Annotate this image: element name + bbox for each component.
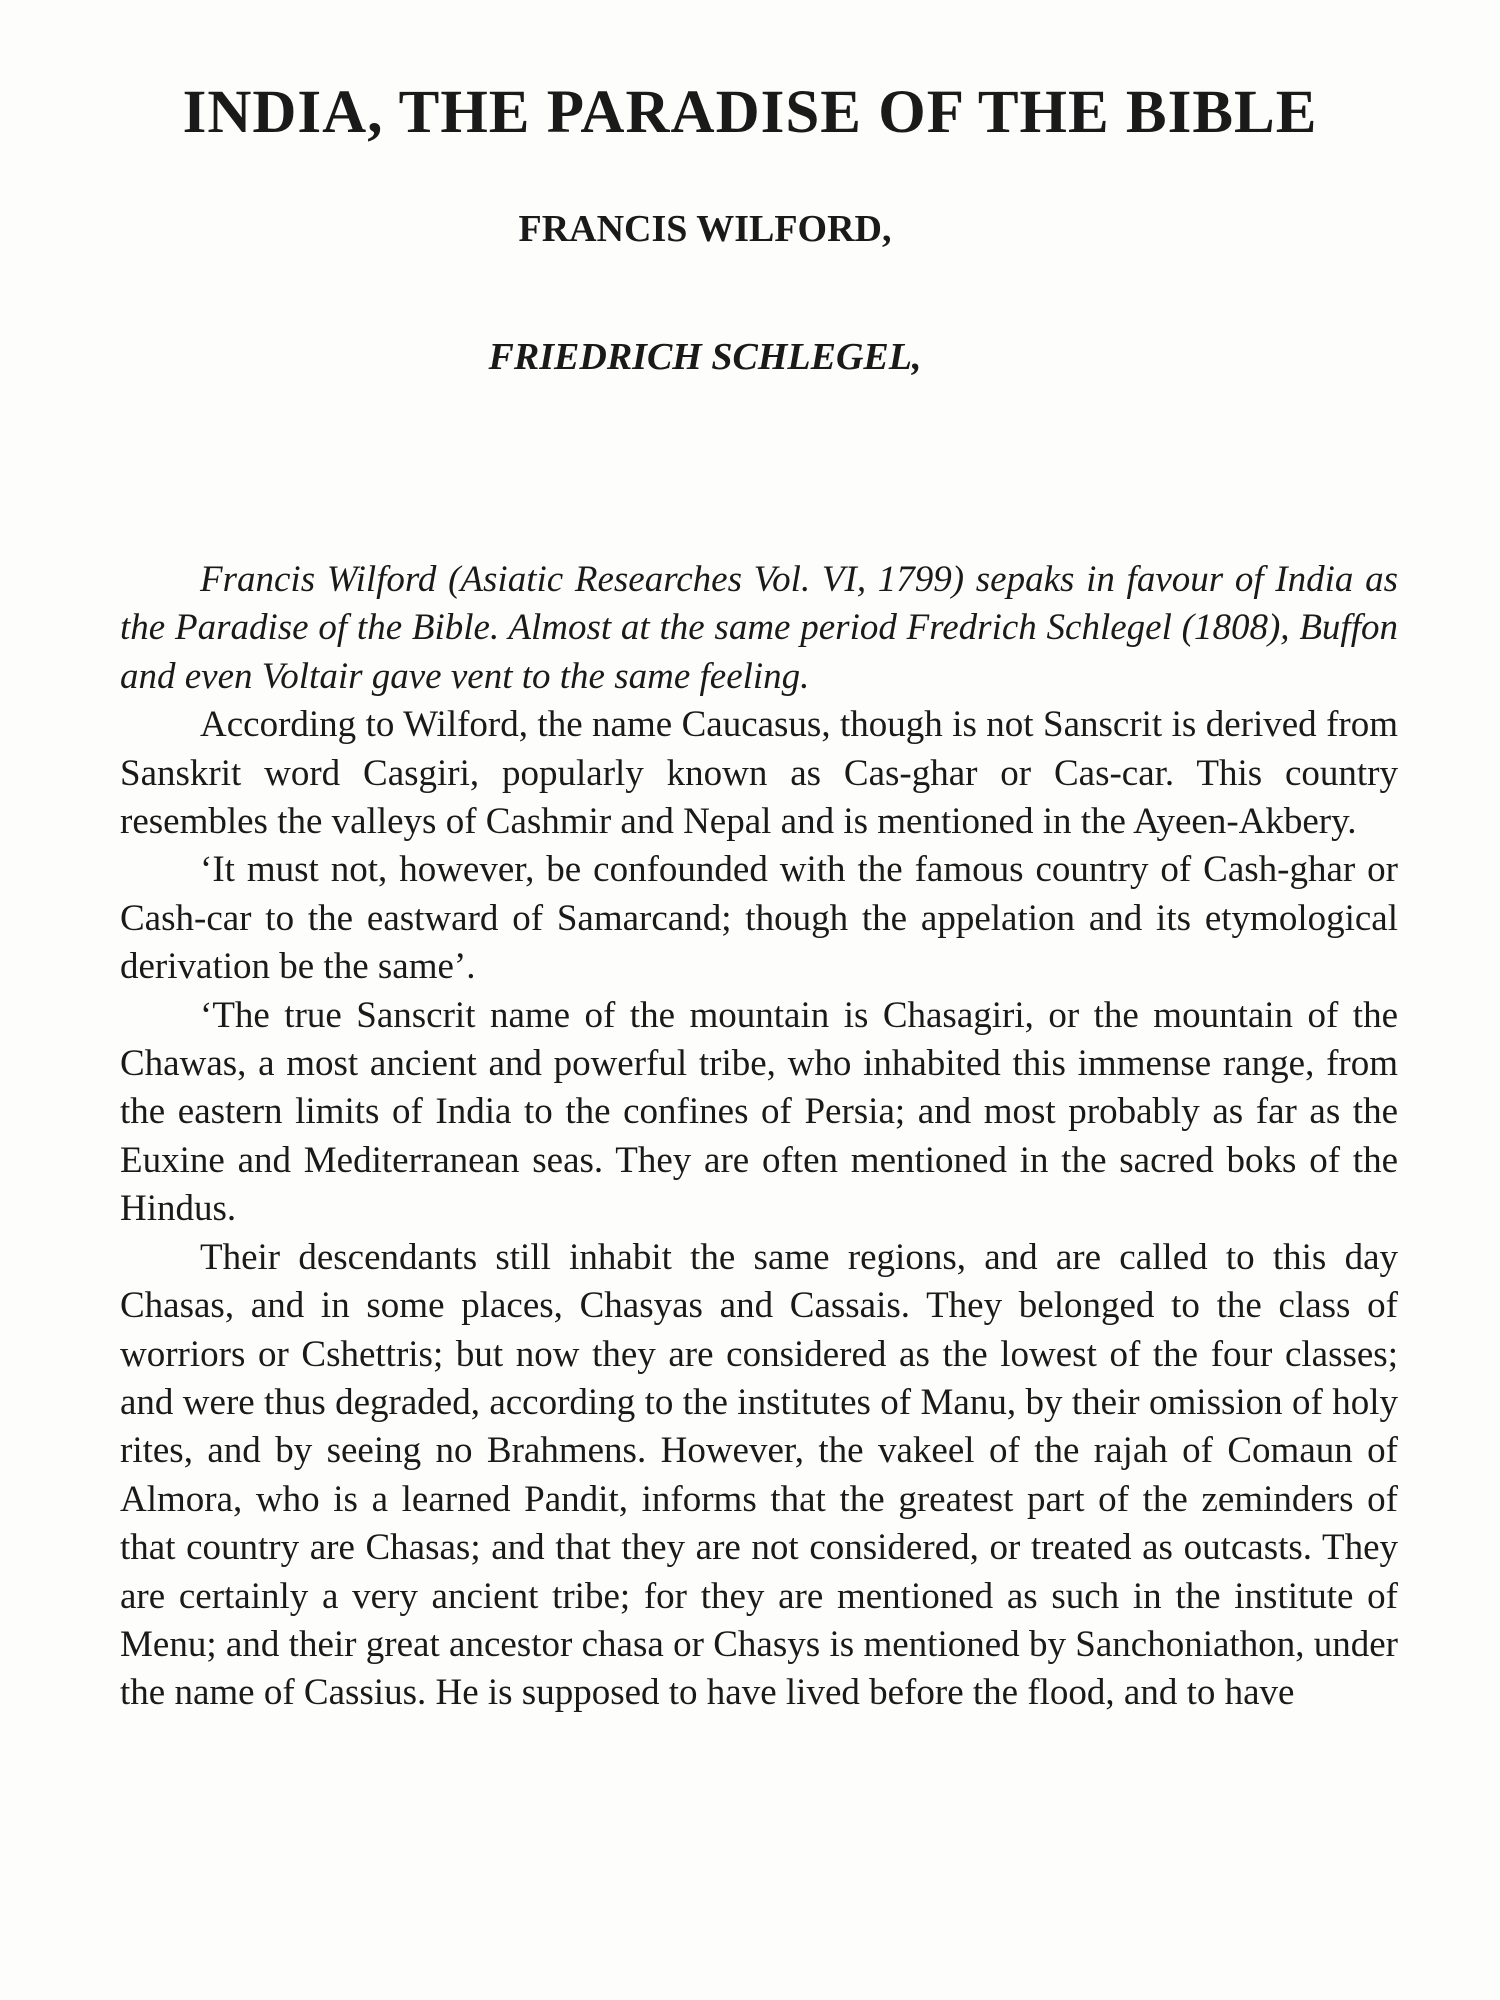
paragraph-chasagiri: ‘The true Sanscrit name of the mountain is Chasagiri, or the mountain of the Chawas, a most ancient and powerful tribe, who inhabited this immense range, from the eastern limits of India to the confines of Persia; and most probably as far as the Euxine and Mediterranean seas. They are often mentioned in the sacred boks of the Hindus.	[120, 994, 1398, 1230]
author-francis-wilford: FRANCIS WILFORD,	[518, 208, 892, 250]
page-title: INDIA, THE PARADISE OF THE BIBLE	[182, 79, 1318, 146]
paragraph-cash-ghar: ‘It must not, however, be confounded with the famous country of Cash-ghar or Cash-car to the eastward of Samarcand; though the appelation and its etymological derivation be the same’.	[120, 849, 1398, 988]
paragraph-caucasus: According to Wilford, the name Caucasus, though is not Sanscrit is derived from Sanskrit word Casgiri, popularly known as Cas-ghar or Cas-car. This country resembles the valleys of Cashmir and Nepal and is mentioned in the Ayeen-Akbery.	[120, 704, 1398, 843]
body-text	[120, 556, 1398, 1718]
paragraph-descendants: Their descendants still inhabit the same regions, and are called to this day Chasas, and in some places, Chasyas and Cassais. They belonged to the class of worriors or Cshettris; but now they are considered as the lowest of the four classes; and were thus degraded, according to the institutes of Manu, by their omission of holy rites, and by seeing no Brahmens. However, the vakeel of the rajah of Comaun of Almora, who is a learned Pandit, informs that the greatest part of the zeminders of that country are Chasas; and that they are not considered, or treated as outcasts. They are certainly a very ancient tribe; for they are mentioned as such in the institute of Menu; and their great ancestor chasa or Chasys is mentioned by Sanchoniathon, under the name of Cassius. He is supposed to have lived before the flood, and to have	[120, 1236, 1398, 1714]
paragraph-intro: Francis Wilford (Asiatic Researches Vol. VI, 1799) sepaks in favour of India as the Paradise of the Bible. Almost at the same period Fredrich Schlegel (1808), Buffon and even Voltair gave vent to the same feeling.	[120, 559, 1398, 697]
author-friedrich-schlegel: FRIEDRICH SCHLEGEL,	[488, 336, 922, 378]
